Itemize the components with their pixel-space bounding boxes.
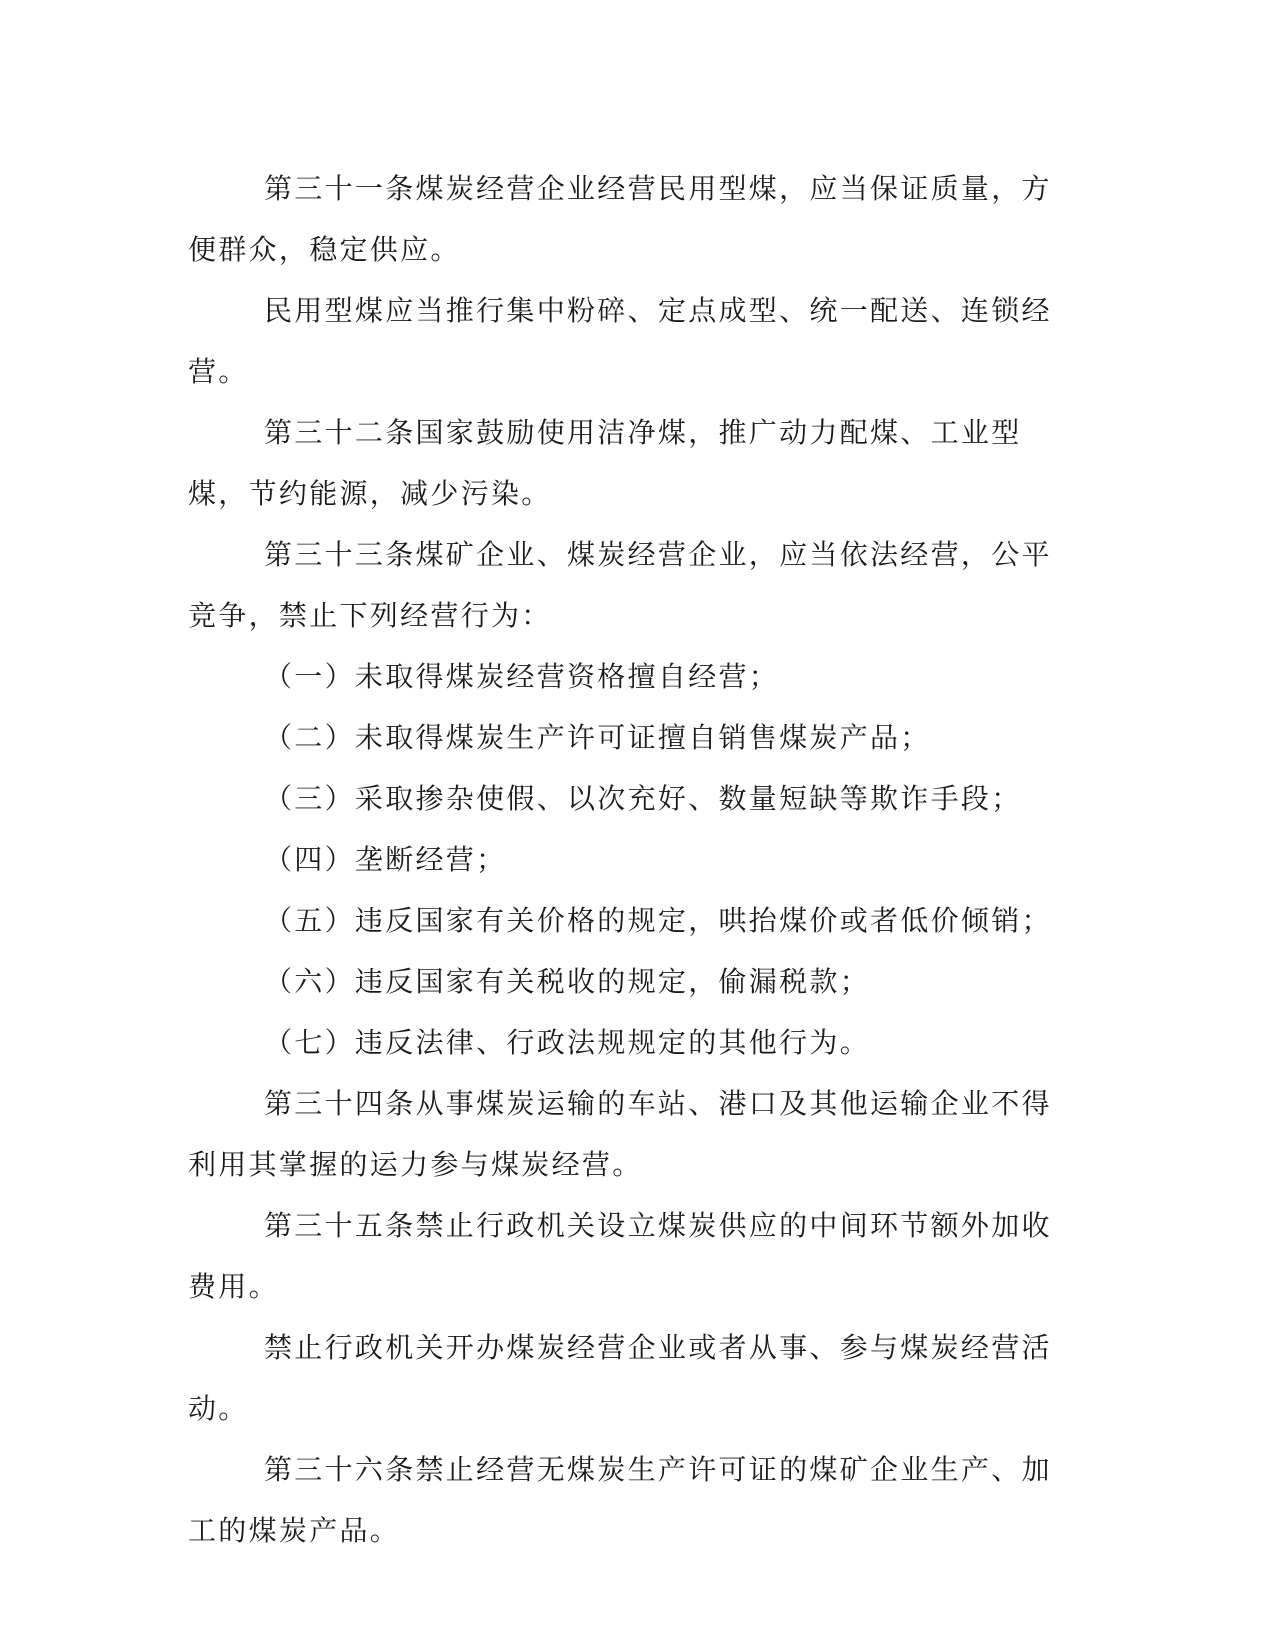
- list-item: （一）未取得煤炭经营资格擅自经营；: [264, 660, 780, 693]
- article-34-paragraph: 第三十四条从事煤炭运输的车站、港口及其他运输企业不得利用其掌握的运力参与煤炭经营。: [188, 1087, 1052, 1181]
- list-item: （五）违反国家有关价格的规定，哄抬煤价或者低价倾销；: [264, 904, 1052, 937]
- article-35-paragraph: 第三十五条禁止行政机关设立煤炭供应的中间环节额外加收费用。: [188, 1209, 1052, 1303]
- list-item: （二）未取得煤炭生产许可证擅自销售煤炭产品；: [264, 721, 931, 754]
- list-item: （六）违反国家有关税收的规定，偷漏税款；: [264, 965, 871, 998]
- list-item: （三）采取掺杂使假、以次充好、数量短缺等欺诈手段；: [264, 782, 1022, 815]
- article-36-paragraph: 第三十六条禁止经营无煤炭生产许可证的煤矿企业生产、加工的煤炭产品。: [188, 1453, 1052, 1547]
- article-33-paragraph: 第三十三条煤矿企业、煤炭经营企业，应当依法经营，公平竞争，禁止下列经营行为：: [188, 538, 1052, 632]
- list-item: （四）垄断经营；: [264, 843, 507, 876]
- document-body: [188, 158, 1078, 1561]
- article-31-subparagraph: 民用型煤应当推行集中粉碎、定点成型、统一配送、连锁经营。: [188, 294, 1052, 388]
- list-item: （七）违反法律、行政法规规定的其他行为。: [264, 1026, 871, 1059]
- article-35-subparagraph: 禁止行政机关开办煤炭经营企业或者从事、参与煤炭经营活动。: [188, 1331, 1052, 1425]
- article-32-paragraph: 第三十二条国家鼓励使用洁净煤，推广动力配煤、工业型煤，节约能源，减少污染。: [188, 416, 1022, 510]
- article-31-paragraph: 第三十一条煤炭经营企业经营民用型煤，应当保证质量，方便群众，稳定供应。: [188, 172, 1052, 266]
